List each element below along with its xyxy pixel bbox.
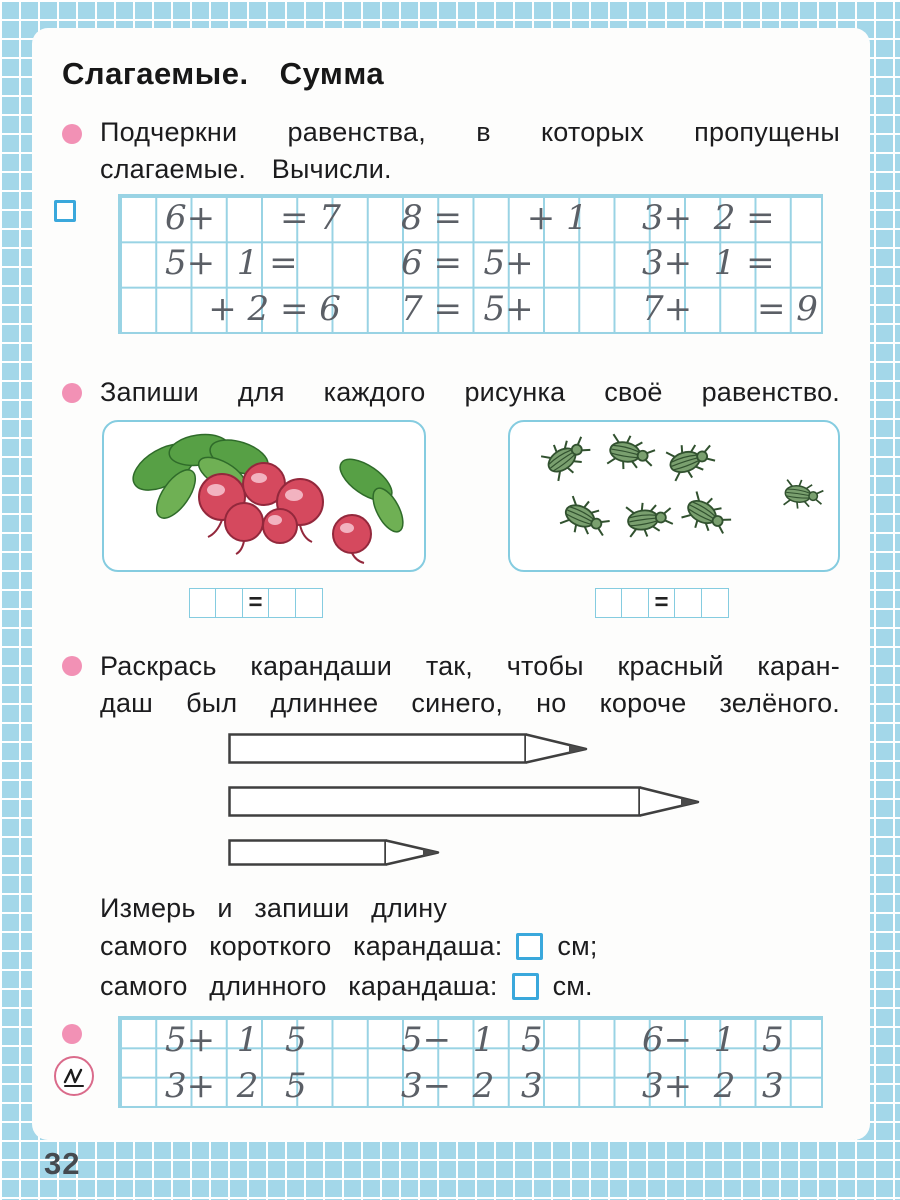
expression: 3+ 2 [165,1066,259,1106]
shortest-length-input-box[interactable] [516,933,543,960]
measure-longest-line [100,968,593,1005]
radishes-picture-box [102,420,426,572]
task1-checkbox[interactable] [54,200,76,222]
expression: 5− 1 [401,1020,495,1060]
value: 5 [521,1020,543,1060]
answer-strip-right[interactable] [596,588,729,618]
beetles-illustration [510,422,838,570]
answer-cell[interactable] [295,588,323,618]
equals-cell: = [648,588,676,618]
comparison-row [120,1064,821,1110]
task1-equation-grid[interactable] [118,194,823,334]
value: 3 [762,1066,784,1106]
answer-strip-left[interactable] [190,588,323,618]
measure-shortest-line [100,928,598,965]
task3-text-line1: Раскрась карандаши так, чтобы красный каран- [100,651,840,681]
equation: 7 = 5+ [401,289,534,329]
answer-cell[interactable] [268,588,296,618]
equation: 6+ = 7 [165,198,341,238]
page-number: 32 [44,1146,81,1181]
task2-text: Запиши для каждого рисунка своё равенство. [100,377,840,407]
task4-bullet-icon [62,1024,82,1044]
measure-shortest-unit: см; [557,931,598,961]
task3-bullet-icon [62,656,82,676]
difficulty-icon [54,1056,94,1096]
expression: 6− 1 [642,1020,736,1060]
beetles-picture-box [508,420,840,572]
equation: 8 = + 1 [401,198,588,238]
page-title: Слагаемые. Сумма [62,56,385,91]
radishes-illustration [104,422,424,570]
expression: 5+ 1 [165,1020,259,1060]
equation: 7+ = 9 [642,289,818,329]
value: 5 [762,1020,784,1060]
task4-comparison-grid[interactable] [118,1016,823,1108]
equation: + 2 = 6 [165,289,341,329]
pencil-outline-bottom[interactable] [228,838,446,868]
task1-text-line1: Подчеркни равенства, в которых пропущены [100,117,840,147]
equation: 3+ 1 = [642,243,775,283]
expression: 3− 2 [401,1066,495,1106]
answer-cell[interactable] [674,588,702,618]
value: 3 [521,1066,543,1106]
measure-title: Измерь и запиши длину [100,893,448,923]
answer-cell[interactable] [189,588,217,618]
task1-text-line2: слагаемые. Вычисли. [100,154,392,184]
workbook-page [32,28,870,1140]
task3-text-line2: даш был длиннее синего, но короче зелёного. [100,688,840,718]
equation-row [120,241,821,287]
expression: 3+ 2 [642,1066,736,1106]
measure-shortest-label: самого короткого карандаша: [100,931,503,961]
answer-cell[interactable] [215,588,243,618]
equals-cell: = [242,588,270,618]
answer-cell[interactable] [595,588,623,618]
equation: 5+ 1 = [165,243,298,283]
task1-bullet-icon [62,124,82,144]
comparison-row [120,1018,821,1064]
longest-length-input-box[interactable] [512,973,539,1000]
measure-longest-unit: см. [552,971,593,1001]
answer-cell[interactable] [701,588,729,618]
answer-cell[interactable] [621,588,649,618]
equation: 3+ 2 = [642,198,775,238]
value: 5 [285,1066,307,1106]
measure-longest-label: самого длинного карандаша: [100,971,498,1001]
equation-row [120,196,821,242]
task2-bullet-icon [62,383,82,403]
equation-row [120,287,821,333]
pencil-outline-top[interactable] [228,732,594,766]
pencil-outline-middle[interactable] [228,785,706,819]
equation: 6 = 5+ [401,243,534,283]
value: 5 [285,1020,307,1060]
